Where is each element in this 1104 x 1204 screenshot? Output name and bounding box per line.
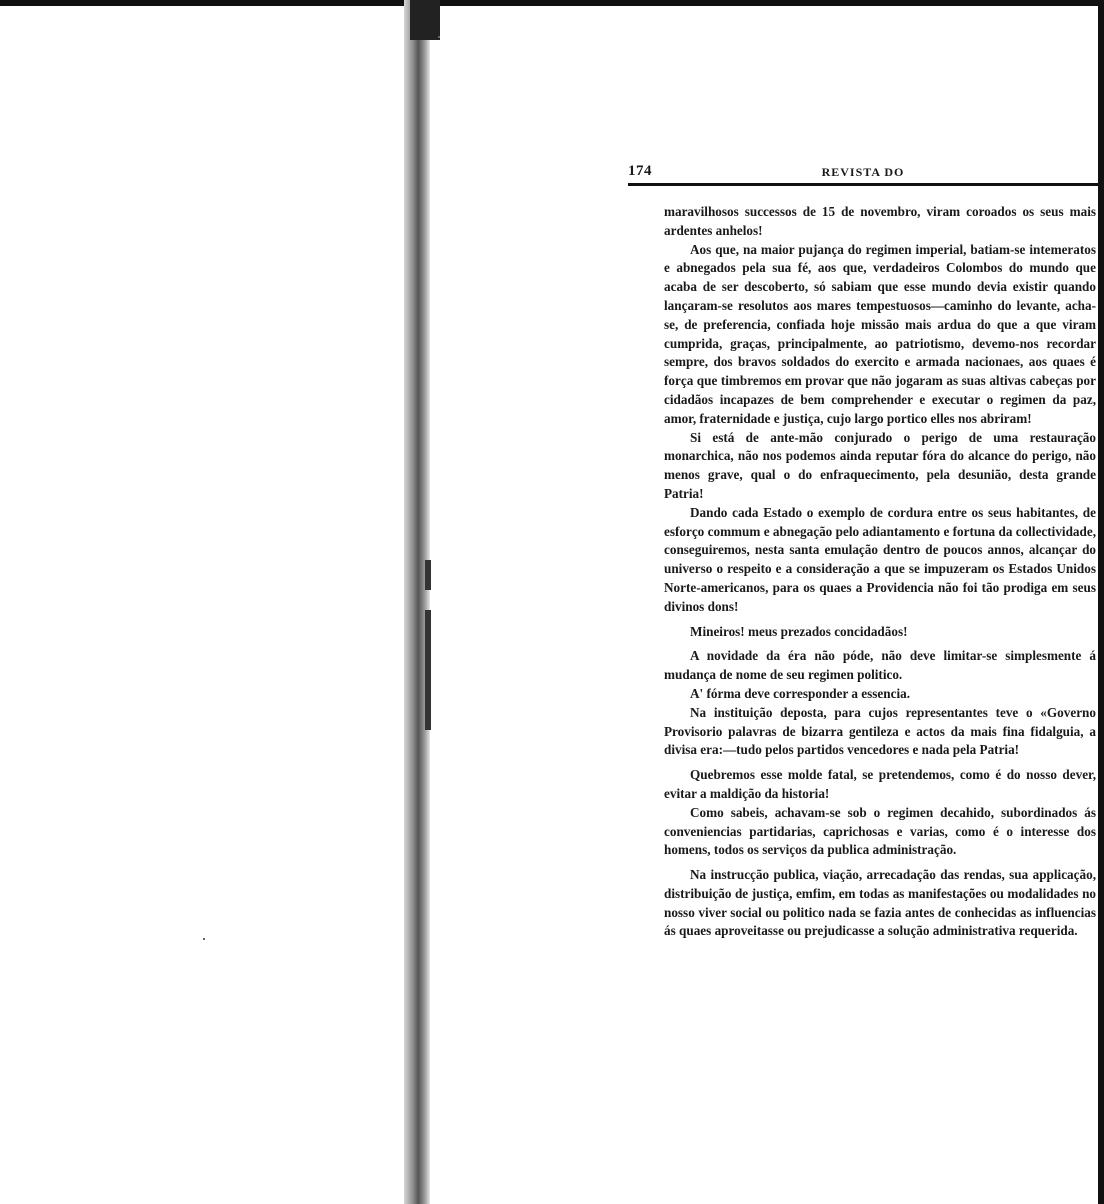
gutter-smudge bbox=[425, 560, 431, 590]
scan-speck bbox=[438, 36, 440, 38]
paragraph: Si está de ante-mão conjurado o perigo de uma restauração monarchica, não nos podemos ainda reputar fóra do alcance do perigo, não menos grave, qual o do enfraquecimento, pela desunião, desta grande Patria! bbox=[664, 429, 1096, 501]
page-header bbox=[628, 163, 1098, 186]
paragraph: Na instituição deposta, para cujos representantes teve o «Governo Provisorio palavras de bizarra gentileza e actos da mais fina fidalguia, a divisa era:—tudo pelos partidos vencedores e nada pela Patria! bbox=[664, 704, 1096, 758]
gutter-dark-corner bbox=[410, 0, 440, 40]
scan-speck bbox=[203, 938, 205, 940]
paragraph: Quebremos esse molde fatal, se pretendemos, como é do nosso dever, evitar a maldição da historia! bbox=[664, 767, 1096, 801]
text-column bbox=[664, 203, 1096, 941]
paragraph: Aos que, na maior pujança do regimen imperial, batiam-se intemeratos e abnegados pela sua fé, aos que, verdadeiros Colombos do mundo que acaba de ser descoberto, só sabiam que esse mundo devia existir quando lançaram-se resolutos aos mares tempestuosos—caminho do levante, acha-se, de preferencia, confiada hoje missão mais ardua do que a que viram cumprida, graças, principalmente, ao patriotismo, devemo-nos recordar sempre, dos bravos soldados do exercito e armada nacionaes, aos quaes é força que timbremos em provar que não jogaram as suas altivas cabeças por cidadãos incapazes de bem comprehender e executar o regimen da paz, amor, fraternidade e justiça, cujo largo portico elles nos abriram! bbox=[664, 241, 1096, 426]
running-head: REVISTA DO bbox=[821, 165, 905, 179]
salutation: Mineiros! meus prezados concidadãos! bbox=[690, 623, 908, 639]
paragraph: maravilhosos successos de 15 de novembro, viram coroados os seus mais ardentes anhelos! bbox=[664, 204, 1096, 238]
scan-top-edge bbox=[0, 0, 1104, 6]
page-number: 174 bbox=[628, 163, 652, 179]
paragraph: Na instrucção publica, viação, arrecadação das rendas, sua applicação, distribuição de justiça, emfim, em todas as manifestações ou modalidades no nosso viver social ou politico nada se fazia antes de conhecidas as influencias ás quaes aproveitasse ou prejudicasse a solução administrativa requerida. bbox=[664, 867, 1096, 939]
paragraph: Dando cada Estado o exemplo de cordura entre os seus habitantes, de esforço commum e abnegação pelo adiantamento e fortuna da collectividade, conseguiremos, nesta santa emulação dentro de poucos annos, alcançar do universo o respeito e a consideração a que se impuzeram os Estados Unidos Norte-americanos, para os quaes a Providencia não foi tão prodiga em seus divinos dons! bbox=[664, 504, 1096, 614]
paragraph: A' fórma deve corresponder a essencia. bbox=[690, 685, 910, 701]
book-gutter-shadow bbox=[404, 0, 430, 1204]
paragraph: A novidade da éra não póde, não deve limitar-se simplesmente á mudança de nome de seu regimen politico. bbox=[664, 648, 1096, 683]
paragraph: Como sabeis, achavam-se sob o regimen decahido, subordinados ás conveniencias partidarias, caprichosas e varias, como é o interesse dos homens, todos os serviços da publica administração. bbox=[664, 804, 1096, 858]
scan-right-edge bbox=[1098, 0, 1104, 1204]
gutter-smudge bbox=[425, 610, 431, 730]
